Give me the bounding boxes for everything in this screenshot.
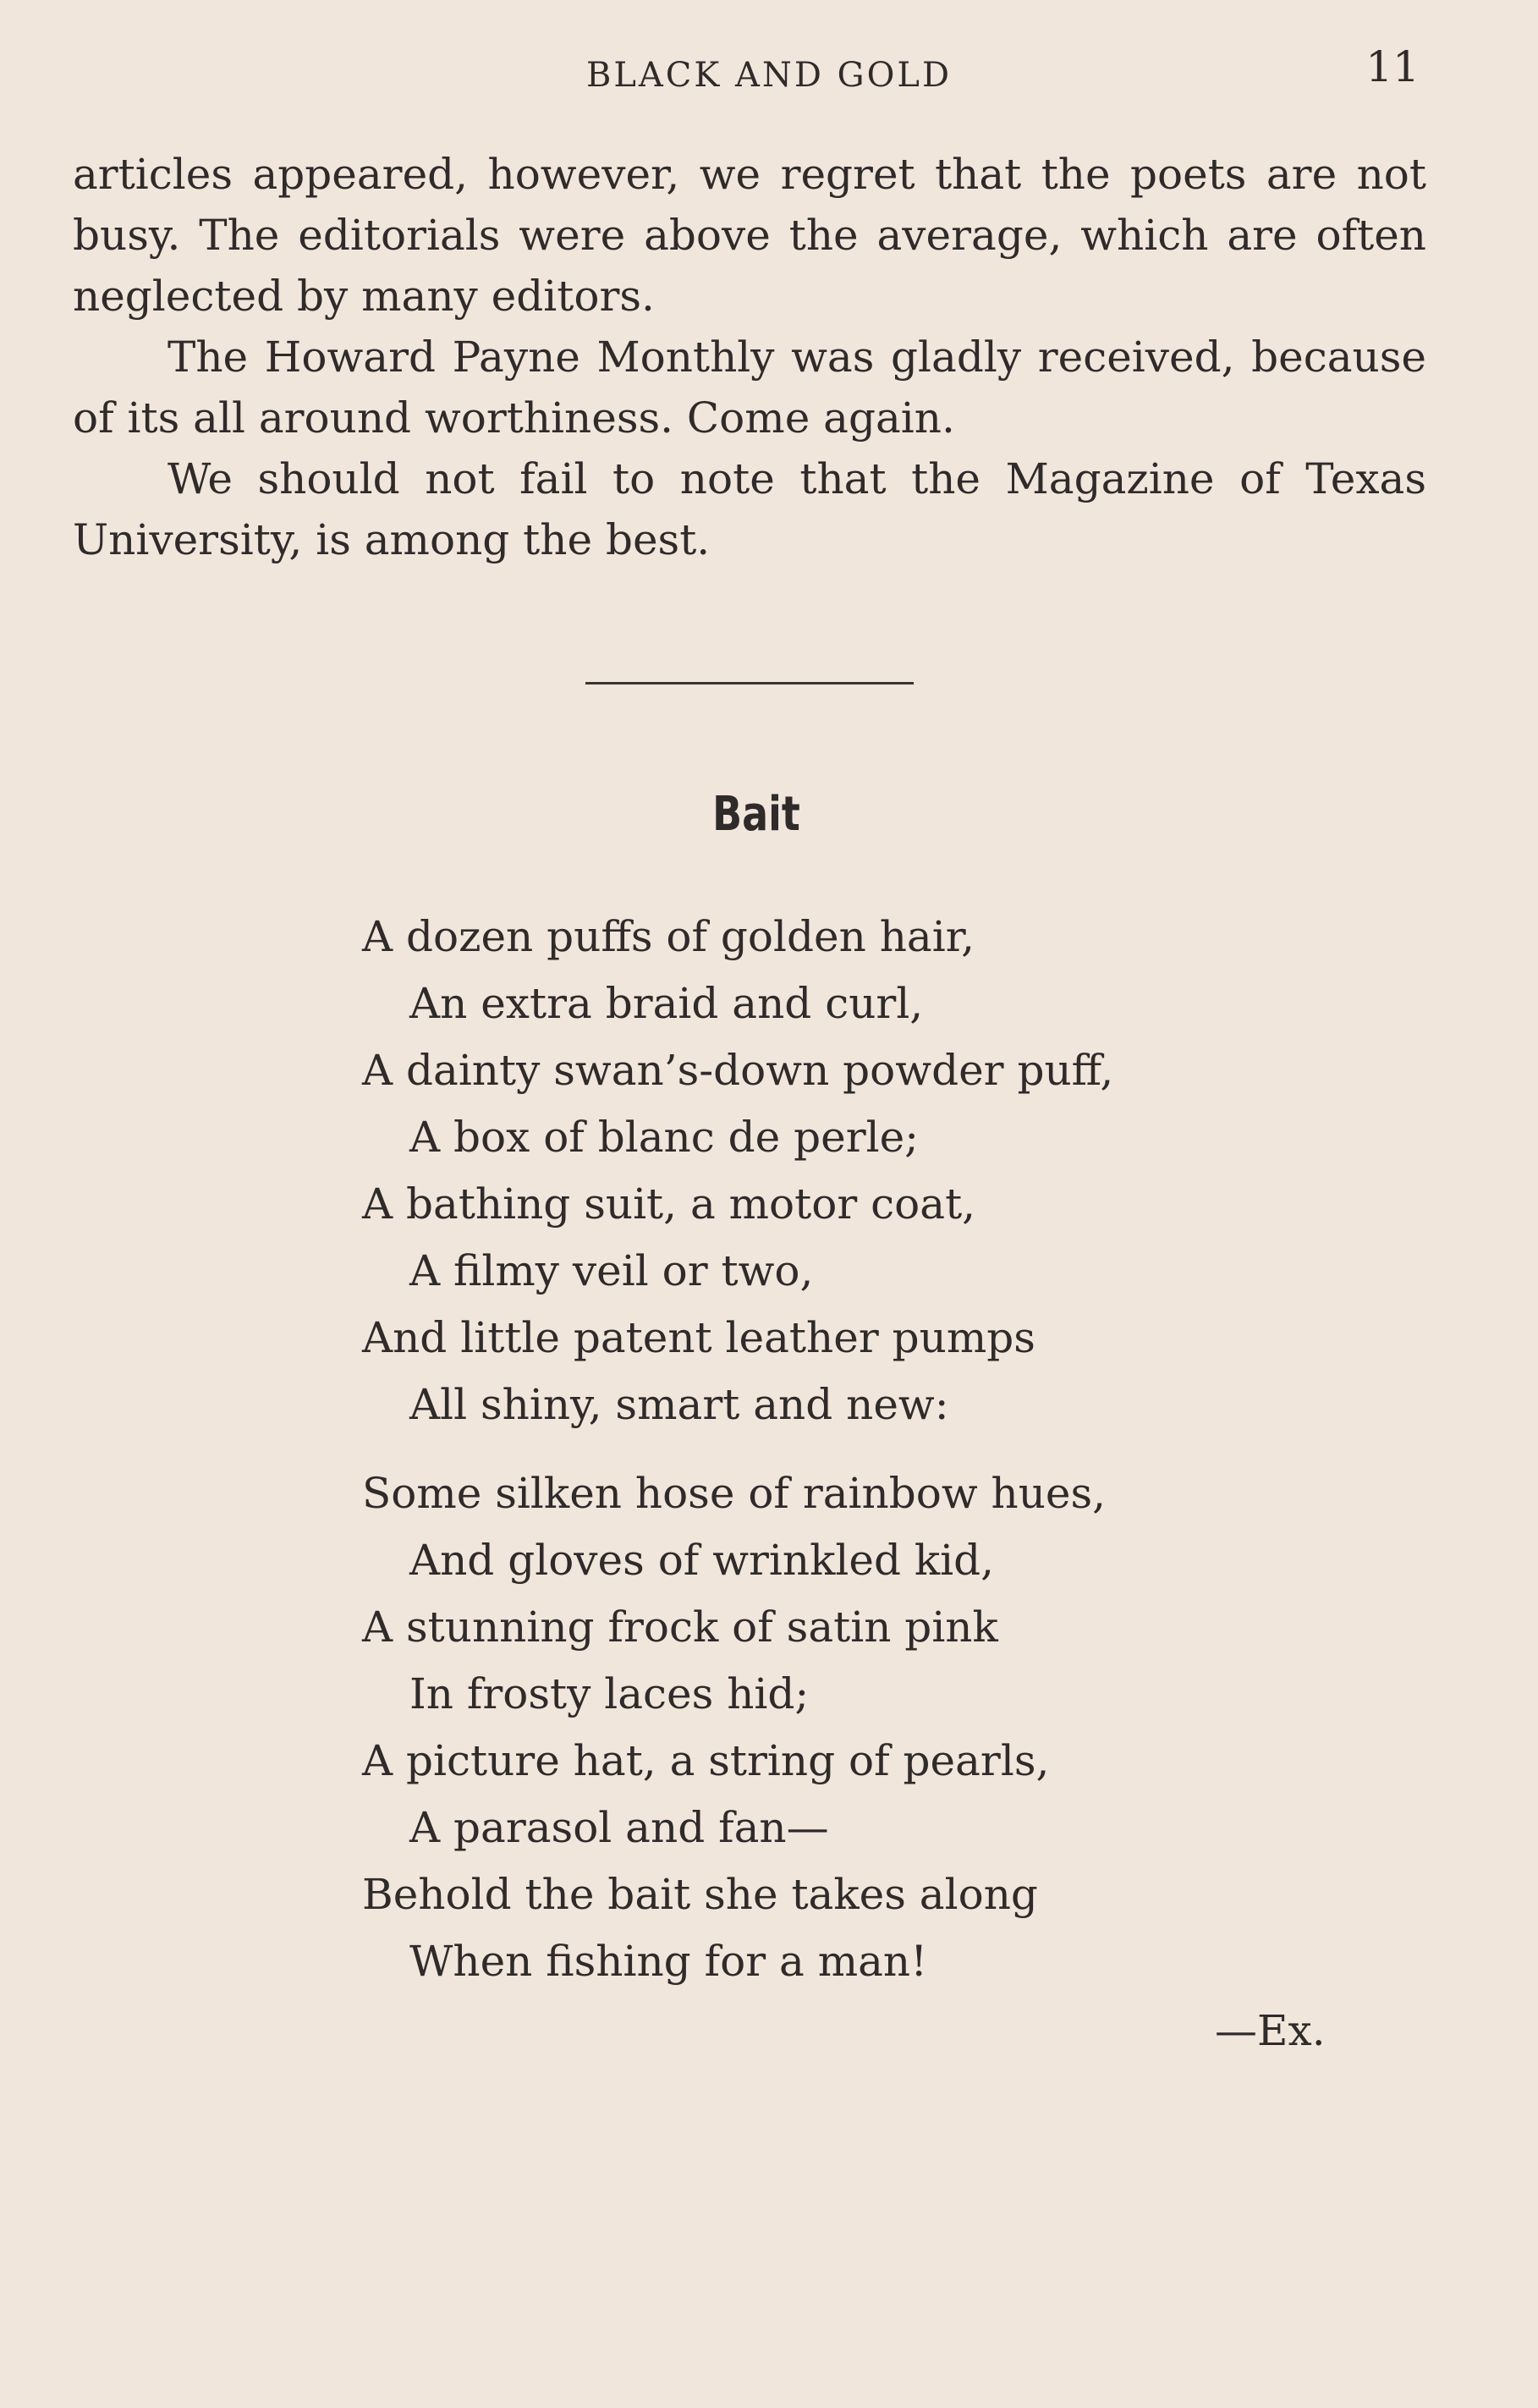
poem-line: A box of blanc de perle; — [409, 1113, 920, 1162]
poem-stanza-2 — [362, 1460, 1208, 1995]
poem-line: A dozen puffs of golden hair, — [362, 912, 975, 961]
poem-line: A stunning frock of satin pink — [362, 1603, 998, 1652]
poem-line: All shiny, smart and new: — [409, 1380, 949, 1429]
running-header: BLACK AND GOLD — [585, 56, 953, 95]
poem-line: When fishing for a man! — [409, 1937, 928, 1986]
paragraph-exchange-notes: articles appeared, however, we regret that the poets are not busy. The editorials were above the average, which are often neglected by many editors. — [73, 150, 1426, 321]
poem-line: An extra braid and curl, — [409, 979, 924, 1028]
page-number: 11 — [1365, 42, 1420, 91]
poem-line: And gloves of wrinkled kid, — [409, 1536, 995, 1585]
poem-stanza-1 — [362, 904, 1208, 1438]
poem-line: Behold the bait she takes along — [362, 1870, 1038, 1919]
paragraph-texas-university: We should not fail to note that the Magazine of Texas University, is among the best. — [73, 454, 1426, 564]
paragraph-howard-payne: The Howard Payne Monthly was gladly received, because of its all around worthiness. Come again. — [73, 333, 1426, 443]
poem-line: A dainty swan’s-down powder puff, — [362, 1046, 1114, 1095]
prose-section — [73, 144, 1426, 570]
poem-line: A bathing suit, a motor coat, — [362, 1179, 976, 1229]
section-divider — [585, 682, 914, 684]
poem-title: Bait — [712, 787, 800, 842]
poem-line: Some silken hose of rainbow hues, — [362, 1469, 1107, 1518]
poem-attribution: —Ex. — [1215, 2006, 1326, 2055]
poem-line: And little patent leather pumps — [362, 1313, 1035, 1362]
poem-line: A filmy veil or two, — [409, 1246, 814, 1295]
poem-line: A parasol and fan— — [409, 1803, 829, 1852]
poem-line: A picture hat, a string of pearls, — [362, 1736, 1050, 1785]
poem-line: In frosty laces hid; — [409, 1669, 810, 1718]
